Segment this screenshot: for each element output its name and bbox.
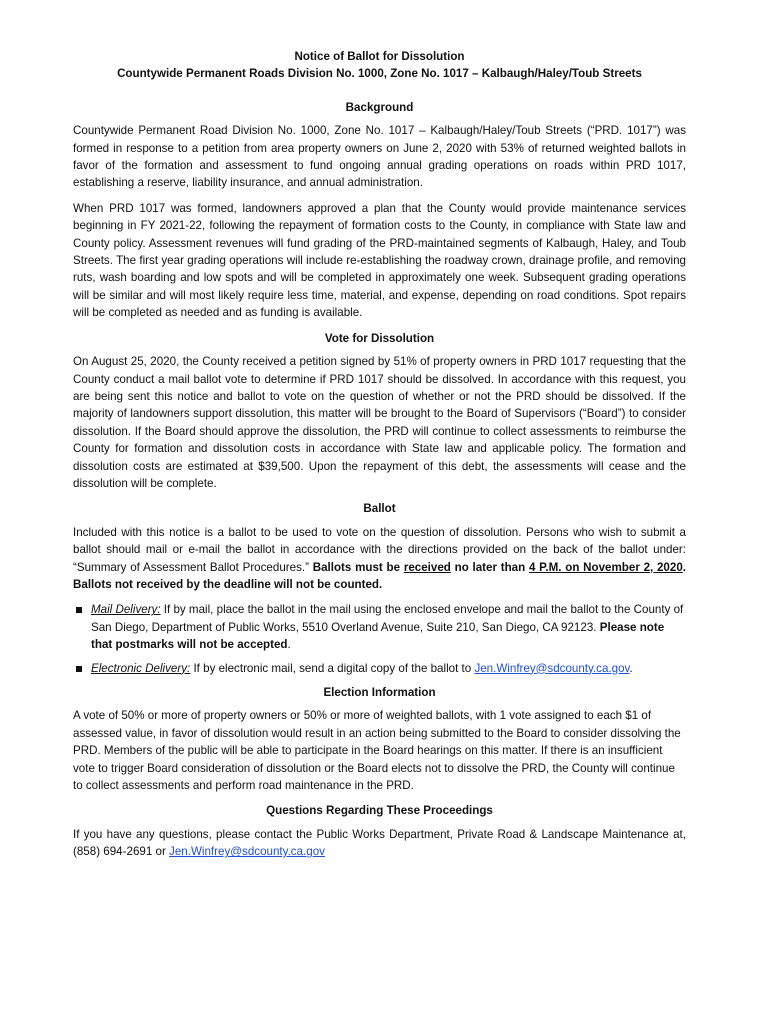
list-item-mail-delivery xyxy=(73,601,686,653)
electronic-delivery-end: . xyxy=(629,661,633,675)
vote-paragraph: On August 25, 2020, the County received a petition signed by 51% of property owners in PRD 1017 requesting that the County conduct a mail ballot vote to determine if PRD 1017 should be dissolved. In accordance with this request, you are being sent this notice and ballot to vote on the question of whether or not the PRD should be dissolved. If the majority of landowners support dissolution, this matter will be brought to the Board of Supervisors (“Board”) to consider dissolution. If the Board should approve the dissolution, the PRD will continue to collect assessments to reimburse the County for formation and dissolution costs in accordance with State law and applicable policy. The formation and dissolution costs are estimated at $39,500. Upon the repayment of this debt, the assessments will cease and the dissolution will be complete. xyxy=(73,355,686,490)
document-subtitle: Countywide Permanent Roads Division No. 1000, Zone No. 1017 – Kalbaugh/Haley/Toub Streets xyxy=(117,67,642,81)
questions-email-link[interactable]: Jen.Winfrey@sdcounty.ca.gov xyxy=(169,845,325,859)
ballot-heading: Ballot xyxy=(363,502,396,516)
ballot-paragraph xyxy=(73,524,686,594)
bullet-square-icon xyxy=(76,607,82,613)
ballot-period: . xyxy=(682,560,687,574)
background-paragraph-1: Countywide Permanent Road Division No. 1000, Zone No. 1017 – Kalbaugh/Haley/Toub Streets (“PRD. 1017”) was formed in response to a petition from area property owners on June 2, 2020 with 53% of returned weighted ballots in favor of the formation and assessment to fund ongoing annual grading operations on roads within PRD 1017, establishing a reserve, liability insurance, and annual administration. xyxy=(73,124,686,190)
document-title: Notice of Ballot for Dissolution xyxy=(294,50,465,63)
ballot-email-link[interactable]: Jen.Winfrey@sdcounty.ca.gov xyxy=(474,661,630,675)
electronic-delivery-text: If by electronic mail, send a digital copy of the ballot to xyxy=(190,661,475,675)
background-paragraph-2: When PRD 1017 was formed, landowners approved a plan that the County would provide maintenance services beginning in FY 2021-22, following the repayment of formation costs to the County, in compliance with State law and County policy. Assessment revenues will fund grading of the PRD-maintained segments of Kalbaugh, Haley, and Toub Streets. The first year grading operations will include re-establishing the roadway crown, drainage profile, and removing ruts, wash boarding and low spots and will be completed in approximately one week. Subsequent grading operations will be similar and will most likely require less time, material, and expense, depending on road conditions. Spot repairs will be completed as needed and as funding is available. xyxy=(73,201,686,320)
mail-postmark-note: Please note that postmarks will not be accepted xyxy=(91,620,665,652)
ballot-deadline-time: 4 P.M. on November 2, 2020 xyxy=(528,560,683,574)
list-item-electronic-delivery xyxy=(73,660,686,677)
ballot-no-later: no later than xyxy=(450,560,529,574)
election-paragraph: A vote of 50% or more of property owners or 50% or more of weighted ballots, with 1 vote assigned to each $1 of assessed value, in favor of dissolution would result in an action being submitted to the Board to consider dissolving the PRD. Members of the public will be able to participate in the Board hearings on this matter. If there is an insufficient vote to trigger Board consideration of dissolution or the Board elects not to dissolve the PRD, the County will continue to collect assessments and perform road maintenance in the PRD. xyxy=(73,709,681,793)
ballot-received: received xyxy=(403,560,451,574)
bullet-square-icon xyxy=(76,666,82,672)
questions-paragraph xyxy=(73,826,686,861)
election-heading: Election Information xyxy=(323,686,436,699)
vote-heading: Vote for Dissolution xyxy=(324,331,435,345)
delivery-list xyxy=(73,601,686,677)
ballot-must-be: Ballots must be xyxy=(312,560,404,574)
electronic-delivery-label: Electronic Delivery: xyxy=(91,661,191,675)
ballot-not-counted: Ballots not received by the deadline will not be counted. xyxy=(73,577,383,591)
mail-delivery-end: . xyxy=(287,638,291,652)
questions-text: If you have any questions, please contact the Public Works Department, Private Road & Landscape Maintenance at, (858) 694-2691 or xyxy=(73,827,686,859)
questions-heading: Questions Regarding These Proceedings xyxy=(266,804,493,818)
background-heading: Background xyxy=(345,100,414,114)
mail-delivery-label: Mail Delivery: xyxy=(91,603,161,617)
mail-delivery-text: If by mail, place the ballot in the mail using the enclosed envelope and mail the ballot to the County of San Diego, Department of Public Works, 5510 Overland Avenue, Suite 210, San Diego, CA 92123. xyxy=(91,603,684,634)
ballot-intro: Included with this notice is a ballot to be used to vote on the question of dissolution. Persons who wish to submit a ballot should mail or e-mail the ballot in accordance with the directions provided on the back of the ballot under: “Summary of Assessment Ballot Procedures.” xyxy=(73,525,686,574)
